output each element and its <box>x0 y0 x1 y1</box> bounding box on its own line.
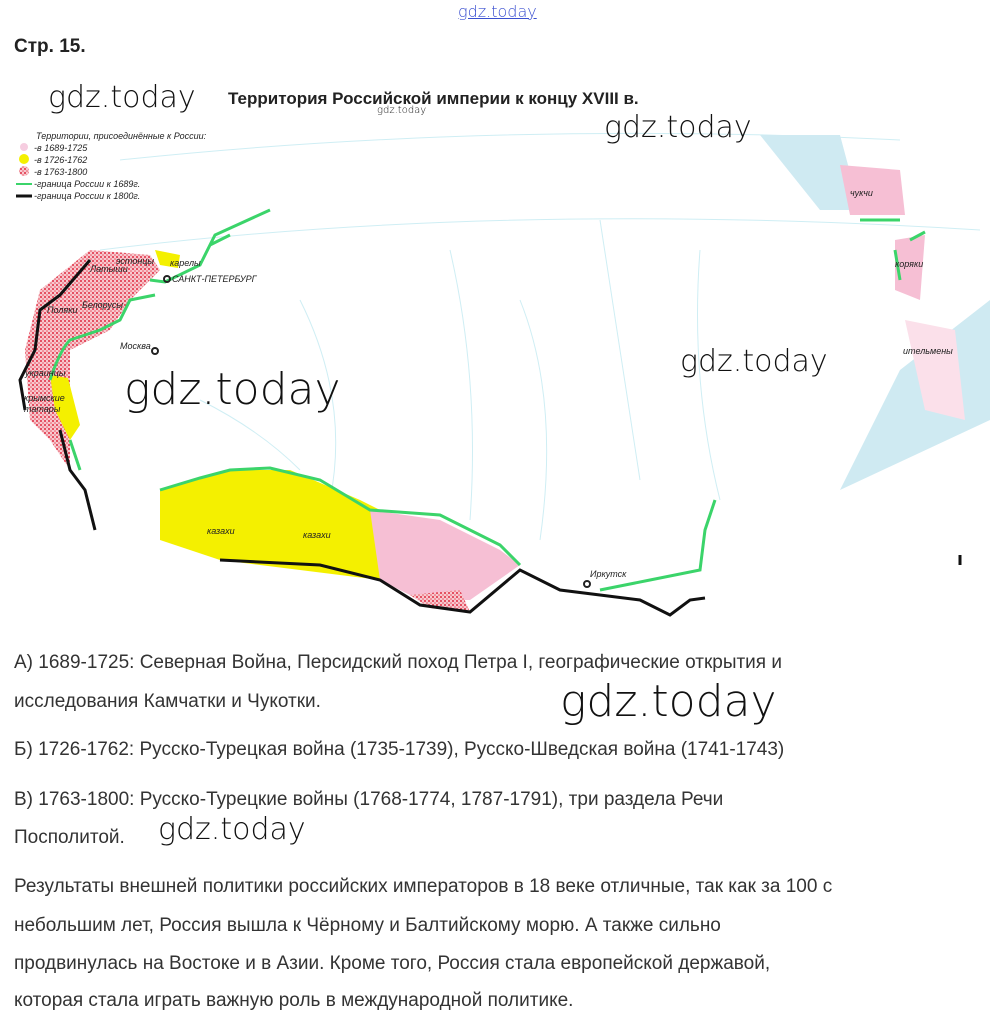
conclusion-line3: продвинулась на Востоке и в Азии. Кроме того, Россия стала европейской державой, <box>14 953 771 974</box>
paragraph-c-line1: В) 1763-1800: Русско-Турецкие войны (1768-1774, 1787-1791), три раздела Речи <box>14 789 724 810</box>
legend-swatch <box>19 166 29 176</box>
svg-text:САНКТ-ПЕТЕРБУРГ: САНКТ-ПЕТЕРБУРГ <box>172 274 257 284</box>
page-reference: Стр. 15. <box>14 36 86 57</box>
legend-item: -граница России к 1800г. <box>34 191 141 201</box>
legend-swatch <box>20 143 28 151</box>
historical-map <box>0 70 1000 630</box>
svg-text:татары: татары <box>24 404 61 414</box>
svg-text:ительмены: ительмены <box>903 346 953 356</box>
paragraph-a-line2: исследования Камчатки и Чукотки. <box>14 691 321 712</box>
paragraph-b: Б) 1726-1762: Русско-Турецкая война (1735-1739), Русско-Шведская война (1741-1743) <box>14 739 785 760</box>
svg-text:украинцы: украинцы <box>25 368 66 378</box>
watermark: gdz.today <box>560 676 777 727</box>
watermark: gdz.today <box>604 110 752 145</box>
svg-text:Латыши: Латыши <box>90 264 128 274</box>
watermark: gdz.today <box>158 812 306 847</box>
map-title: Территория Российской империи к концу XVIII в. <box>228 89 639 108</box>
svg-text:казахи: казахи <box>303 530 331 540</box>
svg-text:коряки: коряки <box>895 259 924 269</box>
svg-text:казахи: казахи <box>207 526 235 536</box>
watermark-link[interactable]: gdz.today <box>458 2 537 21</box>
conclusion-line2: небольшим лет, Россия вышла к Чёрному и Балтийскому морю. А также сильно <box>14 915 721 936</box>
legend-swatch <box>19 154 29 164</box>
paragraph-a-line1: А) 1689-1725: Северная Война, Персидский поход Петра I, географические открытия и <box>14 652 782 673</box>
watermark: gdz.today <box>48 80 196 115</box>
watermark: gdz.today <box>680 344 828 379</box>
legend-item: -в 1726-1762 <box>34 155 88 165</box>
watermark: gdz.today <box>124 364 341 415</box>
watermark: gdz.today <box>377 105 427 116</box>
legend-item: -в 1763-1800 <box>34 167 88 177</box>
svg-text:Иркутск: Иркутск <box>590 569 627 579</box>
svg-text:эстонцы: эстонцы <box>116 256 155 266</box>
svg-text:Белорусы: Белорусы <box>82 300 123 310</box>
legend-item: -граница России к 1689г. <box>34 179 141 189</box>
svg-text:Москва: Москва <box>120 341 151 351</box>
legend-item: -в 1689-1725 <box>34 143 88 153</box>
svg-text:чукчи: чукчи <box>850 188 873 198</box>
paragraph-c-line2: Посполитой. <box>14 827 125 848</box>
svg-text:карелы: карелы <box>170 258 201 268</box>
legend <box>16 143 140 201</box>
svg-text:Поляки: Поляки <box>47 305 78 315</box>
conclusion-line1: Результаты внешней политики российских императоров в 18 веке отличные, так как за 100 с <box>14 876 833 897</box>
svg-text:крымские: крымские <box>24 393 65 403</box>
region-1763-1800 <box>25 250 160 470</box>
legend-heading: Территории, присоединённые к России: <box>36 131 207 141</box>
conclusion-line4: которая стала играть важную роль в международной политике. <box>14 990 574 1011</box>
